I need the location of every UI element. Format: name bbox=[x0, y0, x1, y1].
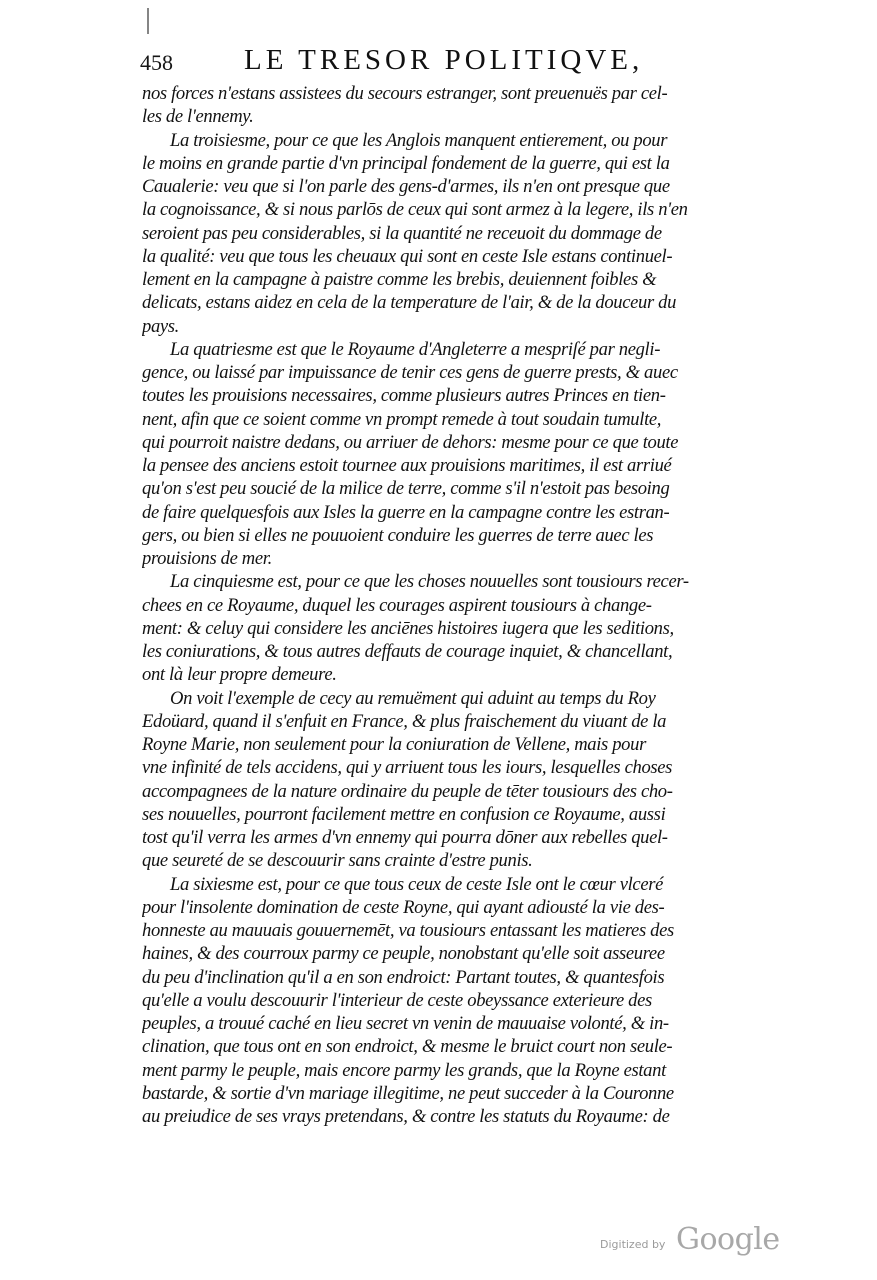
text-line: ment: & celuy qui considere les anciēnes histoires iugera que les seditions, bbox=[142, 617, 674, 639]
text-line: La troisiesme, pour ce que les Anglois manquent entierement, ou pour bbox=[170, 129, 668, 151]
text-line: qui pourroit naistre dedans, ou arriuer de dehors: mesme pour ce que toute bbox=[142, 431, 679, 453]
body-text bbox=[142, 82, 778, 1128]
page-header bbox=[140, 44, 780, 78]
running-title: LE TRESOR POLITIQVE, bbox=[244, 44, 644, 76]
text-line: tost qu'il verra les armes d'vn ennemy qui pourra dōner aux rebelles quel- bbox=[142, 827, 668, 848]
text-line: le moins en grande partie d'vn principal fondement de la guerre, qui est la bbox=[142, 152, 670, 174]
text-line: la pensee des anciens estoit tournee aux prouisions maritimes, il est arriué bbox=[142, 455, 672, 476]
text-line: du peu d'inclination qu'il a en son endroict: Partant toutes, & quantesfois bbox=[142, 966, 665, 988]
text-line: nent, afin que ce soient comme vn prompt remede à tout soudain tumulte, bbox=[142, 408, 662, 430]
page-number: 458 bbox=[140, 50, 173, 75]
text-line: accompagnees de la nature ordinaire du peuple de tēter tousiours des cho- bbox=[142, 780, 673, 802]
margin-mark bbox=[147, 8, 153, 34]
text-line: qu'on s'est peu soucié de la milice de terre, comme s'il n'estoit pas besoing bbox=[142, 478, 670, 500]
text-line: gence, ou laissé par impuissance de tenir ces gens de guerre prests, & auec bbox=[142, 362, 678, 383]
text-line: qu'elle a voulu descouurir l'interieur de ceste obeyssance exterieure des bbox=[142, 989, 652, 1011]
text-line: vne infinité de tels accidens, qui y arriuent tous les iours, lesquelles choses bbox=[142, 757, 673, 779]
text-line: la cognoissance, & si nous parlōs de ceux qui sont armez à la legere, ils n'en bbox=[142, 199, 688, 221]
text-line: au preiudice de ses vrays pretendans, & contre les statuts du Royaume: de bbox=[142, 1106, 670, 1127]
text-line: les de l'ennemy. bbox=[142, 106, 254, 128]
text-line: chees en ce Royaume, duquel les courages aspirent tousiours à change- bbox=[142, 594, 652, 616]
text-line: Caualerie: veu que si l'on parle des gens-d'armes, ils n'en ont presque que bbox=[142, 176, 670, 197]
text-line: La sixiesme est, pour ce que tous ceux de ceste Isle ont le cœur vlceré bbox=[170, 873, 664, 895]
text-line: Royne Marie, non seulement pour la coniuration de Vellene, mais pour bbox=[142, 734, 646, 755]
digitization-watermark bbox=[600, 1222, 790, 1262]
text-line: toutes les prouisions necessaires, comme plusieurs autres Princes en tien- bbox=[142, 385, 666, 407]
text-line: honneste au mauuais gouuernemēt, va tousiours entassant les matieres des bbox=[142, 920, 674, 941]
text-line: ment parmy le peuple, mais encore parmy les grands, que la Royne estant bbox=[142, 1059, 666, 1081]
text-line: la qualité: veu que tous les cheuaux qui sont en ceste Isle estans continuel- bbox=[142, 245, 673, 267]
text-line: delicats, estans aidez en cela de la temperature de l'air, & de la douceur du bbox=[142, 292, 677, 314]
text-line: que seureté de se descouurir sans crainte d'estre punis. bbox=[142, 850, 533, 872]
text-line: ont là leur propre demeure. bbox=[142, 664, 337, 686]
text-line: les coniurations, & tous autres deffauts de courage inquiet, & chancellant, bbox=[142, 641, 673, 662]
text-line: lement en la campagne à paistre comme les brebis, deuiennent foibles & bbox=[142, 269, 657, 290]
text-line: peuples, a trouué caché en lieu secret vn venin de mauuaise volonté, & in- bbox=[142, 1013, 669, 1034]
text-line: prouisions de mer. bbox=[142, 548, 272, 569]
text-line: ses nouuelles, pourront facilement mettre en confusion ce Royaume, aussi bbox=[142, 803, 666, 825]
text-line: Edoüard, quand il s'enfuit en France, & plus fraischement du viuant de la bbox=[142, 710, 667, 732]
text-line: haines, & des courroux parmy ce peuple, nonobstant qu'elle soit asseuree bbox=[142, 943, 665, 965]
text-line: de faire quelquesfois aux Isles la guerre en la campagne contre les estran- bbox=[142, 501, 670, 523]
text-line: On voit l'exemple de cecy au remuëment qui aduint au temps du Roy bbox=[170, 687, 656, 709]
text-line: pays. bbox=[142, 315, 179, 337]
text-line: pour l'insolente domination de ceste Royne, qui ayant adiousté la vie des- bbox=[142, 896, 665, 918]
google-logo: Google bbox=[676, 1222, 780, 1257]
text-line: clination, que tous ont en son endroict, & mesme le bruict court non seule- bbox=[142, 1036, 673, 1058]
text-line: bastarde, & sortie d'vn mariage illegitime, ne peut succeder à la Couronne bbox=[142, 1082, 674, 1104]
text-line: seroient pas peu considerables, si la quantité ne receuoit du dommage de bbox=[142, 222, 662, 244]
text-line: gers, ou bien si elles ne pouuoient conduire les guerres de terre auec les bbox=[142, 524, 654, 546]
digitized-by-label: Digitized by bbox=[600, 1238, 666, 1251]
text-line: La cinquiesme est, pour ce que les choses nouuelles sont tousiours recer- bbox=[170, 571, 689, 593]
text-line: La quatriesme est que le Royaume d'Angleterre a mespriſé par negli- bbox=[170, 338, 661, 360]
text-line: nos forces n'estans assistees du secours estranger, sont preuenuës par cel- bbox=[142, 83, 668, 104]
